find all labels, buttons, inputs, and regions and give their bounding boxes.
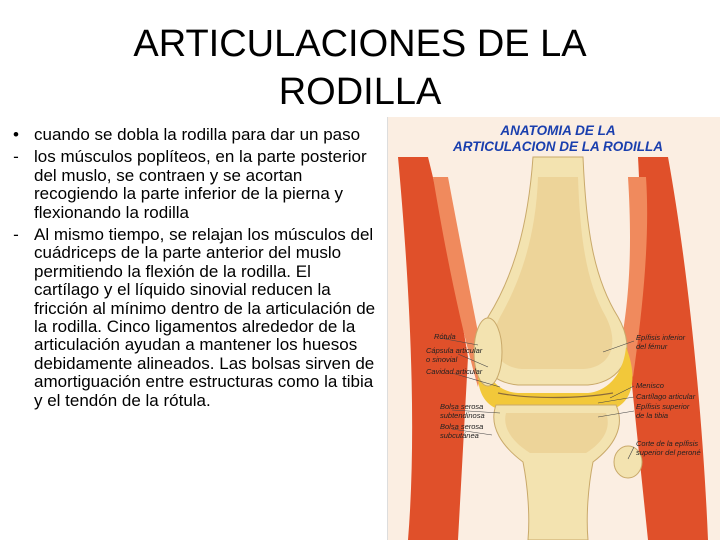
bullet-text: Al mismo tiempo, se relajan los músculos del cuádriceps de la parte anterior del muslo permitiendo la flexión de la rodilla. El cartílago y el líquido sinovial reducen la fricción al mínimo dentro de la articulación de la rodilla. Cinco ligamentos alrededor de la articulación ayudan a mantener los huesos debidamente alineados. Las bolsas sirven de amortiguación entre estructuras como la tibia y el tendón de la rótula. xyxy=(34,225,376,410)
label-cavidad: Cavidad articular xyxy=(426,367,483,376)
label-rotula: Rótula xyxy=(434,332,456,341)
slide-title-line-2: RODILLA xyxy=(278,71,442,113)
bullet-item xyxy=(4,148,376,222)
bullet-text: los músculos poplíteos, en la parte posterior del muslo, se contraen y se acortan recogiendo la parte inferior de la pierna y flexionando la rodilla xyxy=(34,147,367,222)
bullet-marker: • xyxy=(13,125,19,144)
label-perone: Corte de la epífisis superior del peroné xyxy=(636,439,701,457)
figure-title xyxy=(418,123,698,154)
label-epifisis-tibia: Epífisis superior de la tibia xyxy=(636,402,690,420)
slide-title-line-1: ARTICULACIONES DE LA xyxy=(133,23,587,65)
bullet-item xyxy=(4,226,376,410)
label-bolsa-subcutanea: Bolsa serosa subcutánea xyxy=(440,422,484,440)
figure-title-line-2: ARTICULACION DE LA RODILLA xyxy=(453,138,663,154)
knee-illustration xyxy=(388,117,720,540)
bullet-item xyxy=(4,126,376,144)
label-capsula: Cápsula articular o sinovial xyxy=(426,346,483,364)
bullet-marker: - xyxy=(13,225,19,245)
knee-anatomy-figure xyxy=(387,117,720,540)
label-cartilago: Cartílago articular xyxy=(636,392,696,401)
bullet-marker: - xyxy=(13,147,19,167)
figure-title-line-1: ANATOMIA DE LA xyxy=(500,123,616,138)
label-menisco: Menisco xyxy=(636,381,664,390)
label-bolsa-subtendinosa: Bolsa serosa subtendinosa xyxy=(440,402,485,420)
bullet-text: cuando se dobla la rodilla para dar un paso xyxy=(34,125,361,144)
bullet-list xyxy=(4,126,376,414)
slide-title xyxy=(40,20,680,116)
label-epifisis-femur: Epífisis inferior del fémur xyxy=(636,333,686,351)
